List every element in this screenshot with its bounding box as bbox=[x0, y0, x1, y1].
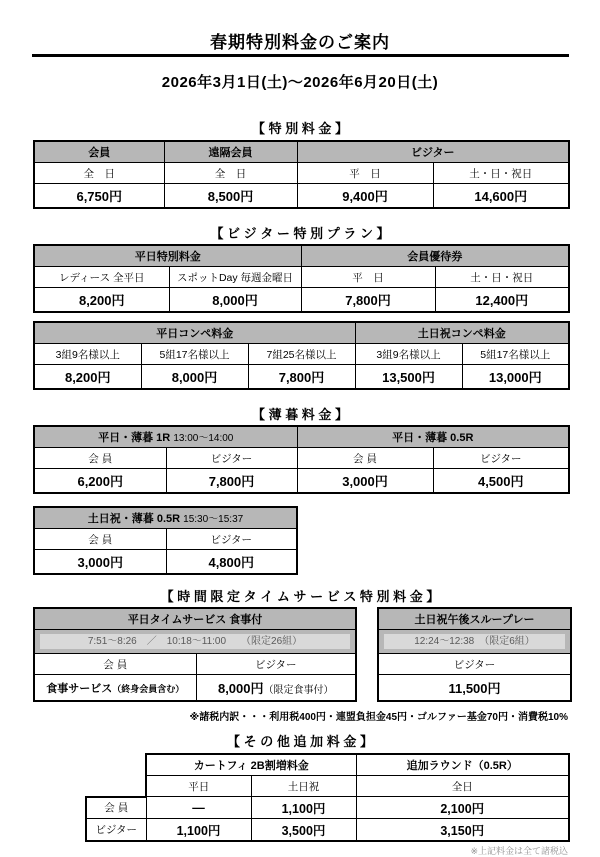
visitor-meal-price-note: （限定食事付） bbox=[263, 685, 334, 696]
col-header-weekday-special: 平日特別料金 bbox=[34, 245, 301, 267]
member-label: ビジター bbox=[196, 654, 356, 675]
tax-included-note: ※上記料金は全て諸税込 bbox=[470, 846, 568, 856]
day-label: 土日祝 bbox=[251, 776, 356, 797]
weekday-time-slot: 7:51～8:26 ／ 10:18～11:00 （限定26組） bbox=[40, 634, 350, 649]
day-label: レディース 全平日 bbox=[34, 267, 169, 288]
group-label: 7組25名様以上 bbox=[248, 344, 355, 365]
price-cell: 8,200円 bbox=[34, 288, 169, 313]
col-header-member: 会員 bbox=[34, 141, 164, 163]
price-cell: 8,200円 bbox=[34, 365, 141, 390]
price-cell: 11,500円 bbox=[378, 675, 571, 702]
twilight-holiday-time: 15:30～15:37 bbox=[183, 514, 244, 525]
group-label: 3組9名様以上 bbox=[34, 344, 141, 365]
price-cell: 6,200円 bbox=[34, 469, 166, 494]
col-header-member-coupon: 会員優待券 bbox=[301, 245, 569, 267]
price-cell: 7,800円 bbox=[166, 469, 297, 494]
day-label: 土・日・祝日 bbox=[433, 163, 569, 184]
tax-breakdown-note: ※諸税内訳・・・利用税400円・連盟負担金45円・ゴルファー基金70円・消費税10% bbox=[189, 712, 568, 723]
member-meal-cell bbox=[34, 675, 196, 702]
col-header-holiday-through-play: 土日祝午後スループレー bbox=[378, 608, 571, 630]
col-header-cart-fee: カートフィ 2B割増料金 bbox=[146, 754, 356, 776]
meal-service-note: （終身会員含む） bbox=[112, 683, 185, 694]
col-header-remote-member: 遠隔会員 bbox=[164, 141, 297, 163]
price-cell: 9,400円 bbox=[297, 184, 433, 209]
col-header-twilight-1r bbox=[34, 426, 297, 448]
member-label: ビジター bbox=[378, 654, 571, 675]
price-cell: 8,000円 bbox=[141, 365, 248, 390]
visitor-meal-price: 8,000円 bbox=[217, 681, 264, 696]
price-cell: 13,500円 bbox=[355, 365, 462, 390]
price-cell: 1,100円 bbox=[251, 797, 356, 819]
col-header-extra-round: 追加ラウンド（0.5R） bbox=[356, 754, 569, 776]
section-title-visitor-plan: 【 ビ ジ タ ー 特 別 プ ラ ン 】 bbox=[210, 226, 390, 241]
time-service-holiday-table bbox=[377, 607, 572, 702]
price-cell: 12,400円 bbox=[435, 288, 569, 313]
member-label: 会 員 bbox=[34, 448, 166, 469]
price-cell: 3,000円 bbox=[34, 550, 166, 575]
col-header-visitor: ビジター bbox=[297, 141, 569, 163]
col-header-weekday-compe: 平日コンペ料金 bbox=[34, 322, 355, 344]
col-header-holiday-compe: 土日祝コンペ料金 bbox=[355, 322, 569, 344]
day-label: 全日 bbox=[356, 776, 569, 797]
group-label: 5組17名様以上 bbox=[141, 344, 248, 365]
col-header-twilight-holiday bbox=[34, 507, 297, 529]
price-cell: 8,500円 bbox=[164, 184, 297, 209]
member-label: ビジター bbox=[166, 529, 297, 550]
day-label: スポットDay 毎週金曜日 bbox=[169, 267, 301, 288]
twilight-1r-label: 平日・薄暮 1R bbox=[98, 432, 171, 444]
section-title-special: 【 特 別 料 金 】 bbox=[251, 121, 349, 136]
twilight-holiday-table bbox=[33, 506, 298, 575]
twilight-1r-time: 13:00～14:00 bbox=[173, 433, 234, 444]
member-label: 会 員 bbox=[297, 448, 433, 469]
price-cell: 1,100円 bbox=[146, 819, 251, 842]
visitor-plan-table bbox=[33, 244, 570, 313]
group-label: 3組9名様以上 bbox=[355, 344, 462, 365]
holiday-time-slot-cell bbox=[378, 630, 571, 654]
day-label: 平 日 bbox=[301, 267, 435, 288]
price-cell: 3,150円 bbox=[356, 819, 569, 842]
row-label-member: 会 員 bbox=[86, 797, 146, 819]
day-label: 土・日・祝日 bbox=[435, 267, 569, 288]
meal-service-label: 食事サービス bbox=[46, 682, 113, 695]
member-label: 会 員 bbox=[34, 529, 166, 550]
time-service-tables bbox=[33, 607, 600, 702]
row-label-visitor: ビジター bbox=[86, 819, 146, 842]
price-cell: 3,000円 bbox=[297, 469, 433, 494]
member-label: ビジター bbox=[433, 448, 569, 469]
day-label: 平 日 bbox=[297, 163, 433, 184]
col-header-weekday-time-service: 平日タイムサービス 食事付 bbox=[34, 608, 356, 630]
compe-rates-table bbox=[33, 321, 570, 390]
price-cell: 4,500円 bbox=[433, 469, 569, 494]
price-cell: ― bbox=[146, 797, 251, 819]
price-cell: 7,800円 bbox=[301, 288, 435, 313]
blank-corner-cell bbox=[86, 776, 146, 797]
price-cell: 7,800円 bbox=[248, 365, 355, 390]
group-label: 5組17名様以上 bbox=[462, 344, 569, 365]
price-cell: 14,600円 bbox=[433, 184, 569, 209]
section-title-twilight: 【 薄 暮 料 金 】 bbox=[251, 407, 349, 422]
price-cell: 13,000円 bbox=[462, 365, 569, 390]
twilight-holiday-label: 土日祝・薄暮 0.5R bbox=[87, 513, 181, 525]
blank-corner-cell bbox=[86, 754, 146, 776]
section-title-additional: 【 そ の 他 追 加 料 金 】 bbox=[227, 734, 373, 749]
twilight-weekday-table bbox=[33, 425, 570, 494]
holiday-time-slot: 12:24～12:38 （限定6組） bbox=[384, 634, 565, 649]
section-title-time-service: 【 時 間 限 定 タ イ ム サ ー ビ ス 特 別 料 金 】 bbox=[160, 589, 440, 604]
price-cell: 6,750円 bbox=[34, 184, 164, 209]
time-service-weekday-table bbox=[33, 607, 357, 702]
additional-charges-table bbox=[85, 753, 570, 842]
day-label: 平日 bbox=[146, 776, 251, 797]
price-cell: 2,100円 bbox=[356, 797, 569, 819]
weekday-time-slot-cell bbox=[34, 630, 356, 654]
table-gap bbox=[357, 607, 377, 702]
visitor-meal-price-cell bbox=[196, 675, 356, 702]
day-label: 全 日 bbox=[164, 163, 297, 184]
col-header-twilight-05r: 平日・薄暮 0.5R bbox=[297, 426, 569, 448]
day-label: 全 日 bbox=[34, 163, 164, 184]
date-range: 2026年3月1日(土)～2026年6月20日(土) bbox=[161, 74, 439, 91]
price-cell: 3,500円 bbox=[251, 819, 356, 842]
member-label: 会 員 bbox=[34, 654, 196, 675]
special-rates-table bbox=[33, 140, 570, 209]
title-underline bbox=[32, 28, 569, 57]
price-cell: 4,800円 bbox=[166, 550, 297, 575]
price-cell: 8,000円 bbox=[169, 288, 301, 313]
page-title: 春期特別料金のご案内 bbox=[210, 33, 390, 52]
member-label: ビジター bbox=[166, 448, 297, 469]
